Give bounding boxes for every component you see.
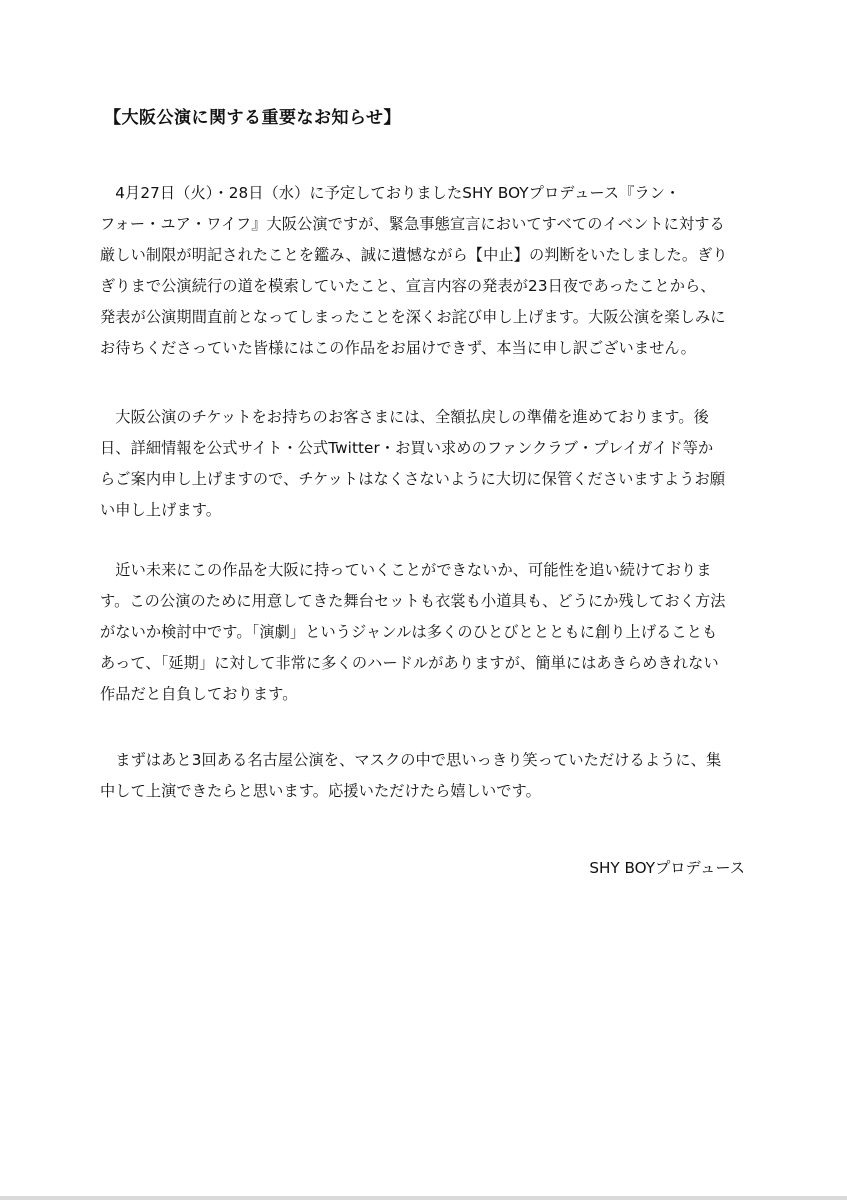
paragraph-line: 中して上演できたらと思います。応援いただけたら嬉しいです。 <box>100 782 541 800</box>
paragraph-line: あって、「延期」に対して非常に多くのハードルがありますが、簡単にはあきらめきれない <box>100 654 719 672</box>
paragraph-line: らご案内申し上げますので、チケットはなくさないように大切に保管くださいますようお願 <box>100 470 726 488</box>
paragraph-cancellation <box>100 178 750 364</box>
paragraph-line: す。この公演のために用意してきた舞台セットも衣裳も小道具も、どうにか残しておく方法 <box>100 592 726 610</box>
paragraph-nagoya <box>100 745 750 807</box>
paragraph-line: 4月27日（火）・28日（水）に予定しておりましたSHY BOYプロデュース『ラン・ <box>100 184 681 202</box>
paragraph-line: まずはあと3回ある名古屋公演を、マスクの中で思いっきり笑っていただけるように、集 <box>100 751 722 769</box>
paragraph-line: がないか検討中です。「演劇」というジャンルは多くのひとびととともに創り上げることも <box>100 623 718 641</box>
paragraph-line: 日、詳細情報を公式サイト・公式Twitter・お買い求めのファンクラブ・プレイガイド等か <box>100 439 714 457</box>
paragraph-line: 大阪公演のチケットをお持ちのお客さまには、全額払戻しの準備を進めております。後 <box>100 408 709 426</box>
paragraph-line: ぎりまで公演続行の道を模索していたこと、宣言内容の発表が23日夜であったことから、 <box>100 277 716 295</box>
paragraph-line: 発表が公演期間直前となってしまったことを深くお詫び申し上げます。大阪公演を楽しみに <box>100 308 726 326</box>
page-bottom-edge <box>0 1196 847 1200</box>
paragraph-line: 厳しい制限が明記されたことを鑑み、誠に遺憾ながら【中止】の判断をいたしました。ぎり <box>100 246 728 264</box>
paragraph-line: 作品だと自負しております。 <box>100 685 298 703</box>
paragraph-line: い申し上げます。 <box>100 501 222 519</box>
paragraph-refund <box>100 402 750 526</box>
paragraph-line: 近い未来にこの作品を大阪に持っていくことができないか、可能性を追い続けておりま <box>100 561 712 579</box>
paragraph-future-plans <box>100 555 750 710</box>
paragraph-line: フォー・ユア・ワイフ』大阪公演ですが、緊急事態宣言においてすべてのイベントに対する <box>100 215 725 233</box>
notice-title: 【大阪公演に関する重要なお知らせ】 <box>104 108 401 128</box>
signature: SHY BOYプロデュース <box>589 859 745 877</box>
paragraph-line: お待ちくださっていた皆様にはこの作品をお届けできず、本当に申し訳ございません。 <box>100 339 696 357</box>
